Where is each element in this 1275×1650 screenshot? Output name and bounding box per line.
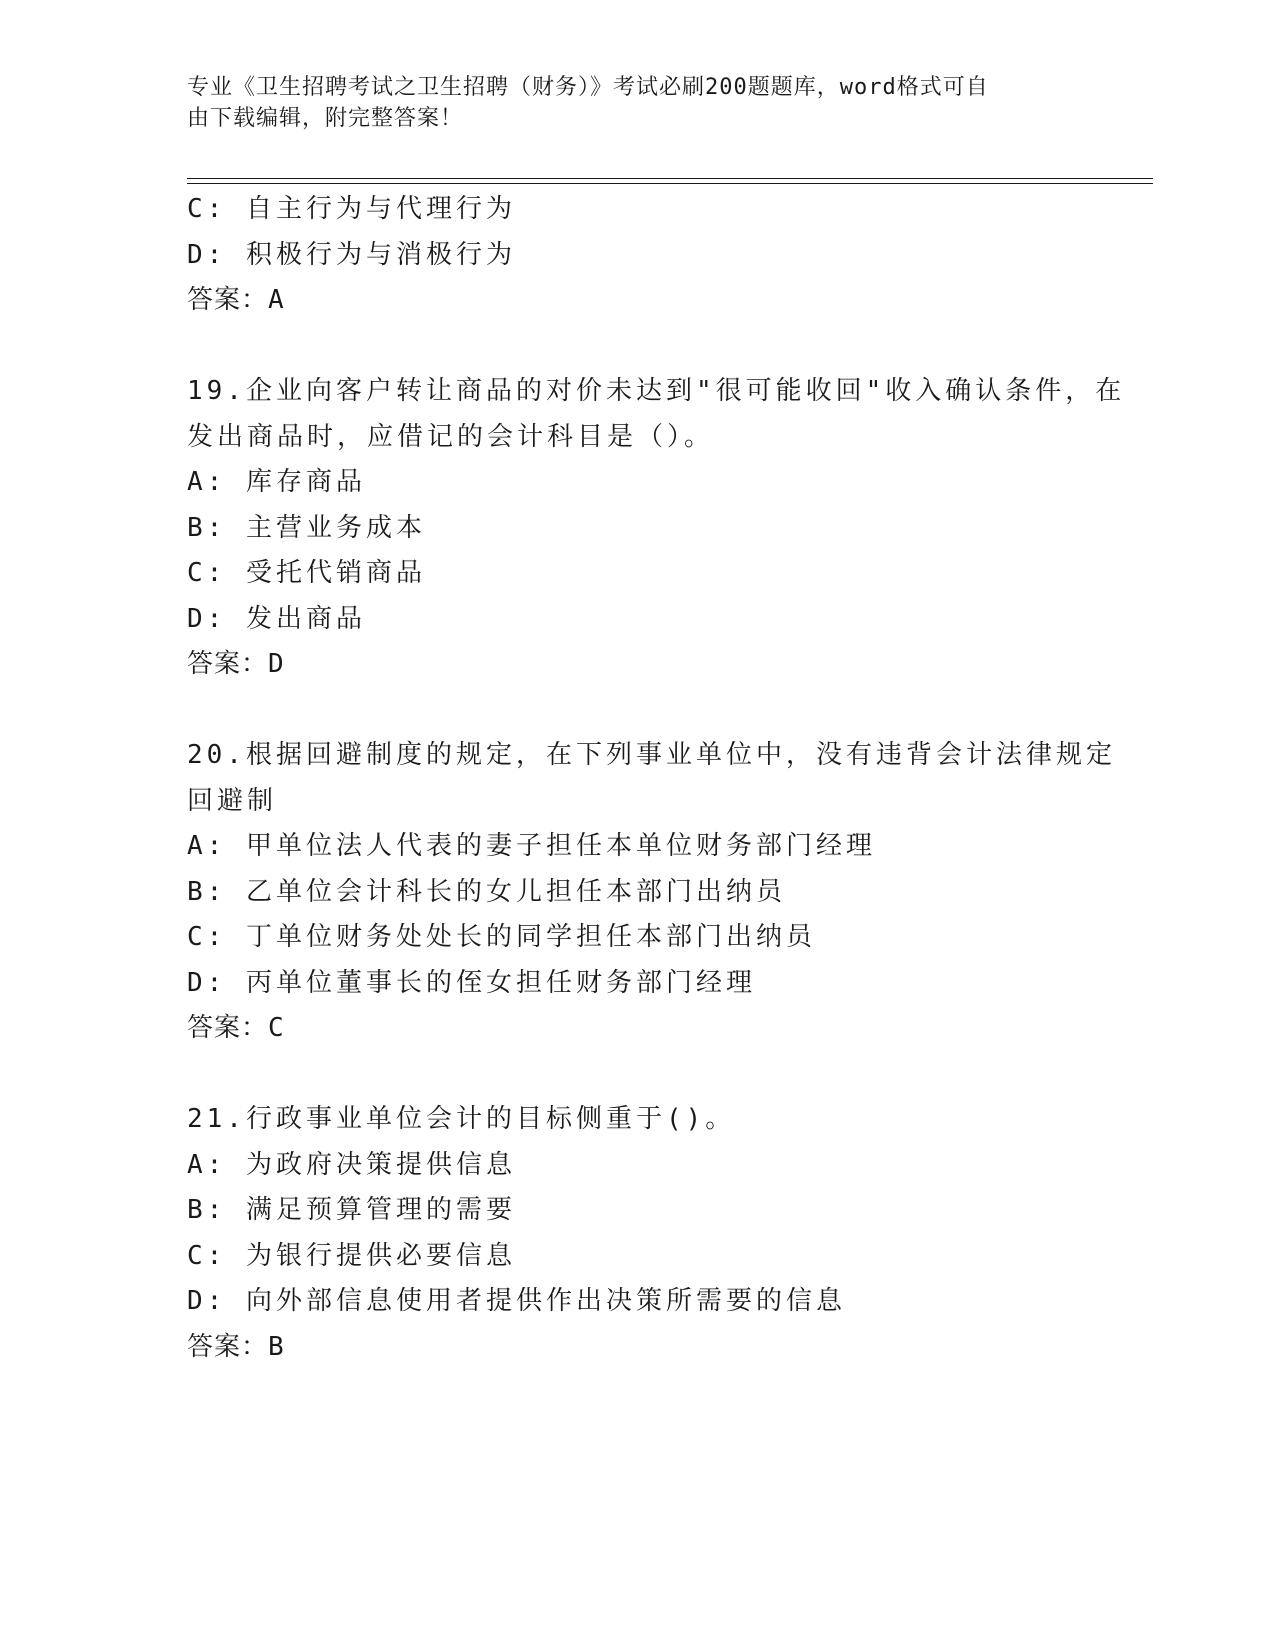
option-d: D: 发出商品 (187, 603, 366, 634)
option-c: C: 为银行提供必要信息 (187, 1240, 516, 1271)
option-d: D: 向外部信息使用者提供作出决策所需要的信息 (187, 1286, 846, 1316)
answer: 答案：B (187, 1331, 285, 1362)
header-line-1: 专业《卫生招聘考试之卫生招聘（财务）》考试必刷200题题库，word格式可自 (187, 75, 989, 100)
header-divider-top (187, 178, 1153, 179)
question-21 (187, 1097, 1087, 1370)
answer: 答案：D (187, 649, 285, 679)
option-b: B: 乙单位会计科长的女儿担任本部门出纳员 (187, 876, 786, 907)
header-divider-bottom (187, 183, 1153, 184)
option-b: B: 满足预算管理的需要 (187, 1195, 516, 1225)
answer: 答案：A (187, 285, 285, 315)
question-prev-continued (187, 187, 1087, 324)
question-19 (187, 369, 1126, 688)
option-c: C: 自主行为与代理行为 (187, 194, 516, 224)
answer: 答案：C (187, 1013, 285, 1043)
option-a: A: 甲单位法人代表的妻子担任本单位财务部门经理 (187, 831, 876, 861)
question-list (187, 187, 1126, 1370)
question-stem-cont: 发出商品时，应借记的会计科目是（）。 (187, 421, 715, 452)
spacer (187, 688, 1087, 734)
option-a: A: 为政府决策提供信息 (187, 1149, 516, 1180)
spacer (187, 324, 1087, 370)
question-stem: 21.行政事业单位会计的目标侧重于()。 (187, 1104, 736, 1134)
spacer (187, 1052, 1087, 1098)
question-20 (187, 733, 1116, 1052)
question-stem: 20.根据回避制度的规定，在下列事业单位中，没有违背会计法律规定 (187, 740, 1116, 770)
option-b: B: 主营业务成本 (187, 512, 426, 543)
page-header (187, 72, 1067, 134)
header-line-2: 由下载编辑，附完整答案！ (187, 106, 464, 131)
question-stem: 19.企业向客户转让商品的对价未达到"很可能收回"收入确认条件，在 (187, 376, 1126, 406)
option-c: C: 丁单位财务处处长的同学担任本部门出纳员 (187, 922, 816, 952)
option-d: D: 丙单位董事长的侄女担任财务部门经理 (187, 967, 756, 998)
option-a: A: 库存商品 (187, 467, 366, 497)
option-c: C: 受托代销商品 (187, 558, 426, 588)
question-stem-cont: 回避制 (187, 785, 278, 816)
option-d: D: 积极行为与消极行为 (187, 239, 516, 270)
